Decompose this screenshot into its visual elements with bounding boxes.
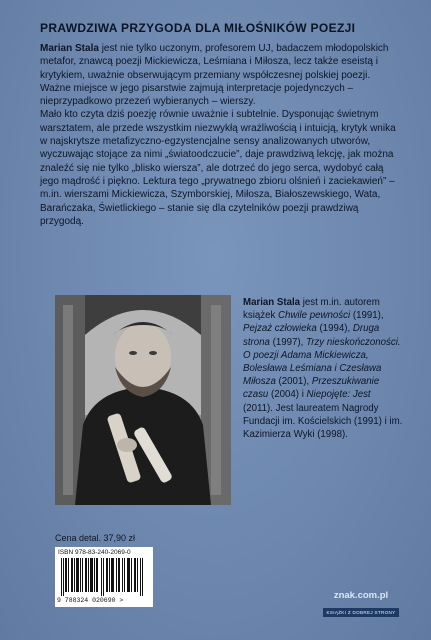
book-title: Chwile pewności	[278, 310, 351, 322]
book-title: Niepojęte: Jest	[306, 389, 371, 401]
book-title: Druga strona	[243, 323, 380, 348]
author-photo-image	[55, 295, 231, 505]
book-title: Trzy nieskończoności. O poezji Adama Mickiewicza, Bolesława Leśmiana i Czesława Miłosza	[243, 336, 401, 388]
barcode-number: 9 788324 020690 >	[57, 597, 124, 604]
blurb-paragraph-2: Mało kto czyta dziś poezję równie uważnie i subtelnie. Dysponując świetnym warsztatem, ale przede wszystkim niezwykłą wrażliwością i intuicją, krytyk wnika w najskrytsze metafizyczno-egzystencjalne sensy analizowanych utworów, wyczuwając stojące za nimi „światoodczucie”, daje prawdziwą lekcję, jak można znaleźć się nie tylko „blisko wiersza”, ale dotrzeć do jego serca, wydobyć całą jego mądrość i piękno. Lektura tego „prywatnego zbioru olśnień i zaciekawień” – m.in. wierszami Mickiewicza, Szymborskiej, Miłosza, Białoszewskiego, Wata, Barańczaka, Świetlickiego – stanie się dla czytelników poezji prawdziwą przygodą.	[40, 109, 396, 227]
blurb-paragraph-1-text: jest nie tylko uczonym, profesorem UJ, badaczem młodopolskich metafor, znawcą poezji Mickiewicza, Leśmiana i Miłosza, lecz także eseistą i krytykiem, uważnie obserwującym przemiany współczesnej polskiej poezji. Ważne miejsce w jego pisarstwie zajmują interpretacje pojedynczych – nieprzypadkowo przezeń wybieranych – wierszy.	[40, 43, 389, 108]
bio-text: (2011). Jest laureatem Nagrody Fundacji im. Kościelskich (1991) i im. Kazimierza Wyki (1998).	[243, 402, 403, 441]
author-bio-paragraph	[243, 296, 403, 441]
bio-text: (1991),	[350, 310, 384, 322]
publisher-website: znak.com.pl	[333, 590, 389, 601]
publisher-imprint	[316, 590, 406, 619]
isbn-number: ISBN 978-83-240-2069-0	[58, 549, 131, 556]
blurb-paragraph-1	[40, 42, 399, 108]
author-photo	[55, 295, 231, 505]
book-title: Przeszukiwanie czasu	[243, 376, 380, 401]
bio-text: jest m.in. autorem książek	[243, 297, 380, 322]
book-title: Pejzaż człowieka	[243, 323, 317, 335]
barcode-bars	[61, 558, 147, 596]
author-bio	[243, 296, 403, 441]
publisher-tagline: KSIĄŻKI Z DOBREJ STRONY	[323, 608, 400, 617]
back-cover-headline: PRAWDZIWA PRZYGODA DLA MIŁOŚNIKÓW POEZJI	[40, 21, 356, 35]
bio-author-name: Marian Stala	[243, 297, 301, 308]
bio-text: (1997),	[269, 336, 307, 348]
barcode	[55, 547, 153, 607]
retail-price: Cena detal. 37,90 zł	[55, 533, 136, 543]
bio-text: (2004) i	[268, 389, 307, 401]
author-name: Marian Stala	[40, 43, 99, 54]
bio-text: (2001),	[275, 376, 312, 388]
blurb-text	[40, 42, 399, 228]
bio-text: (1994),	[316, 323, 353, 335]
